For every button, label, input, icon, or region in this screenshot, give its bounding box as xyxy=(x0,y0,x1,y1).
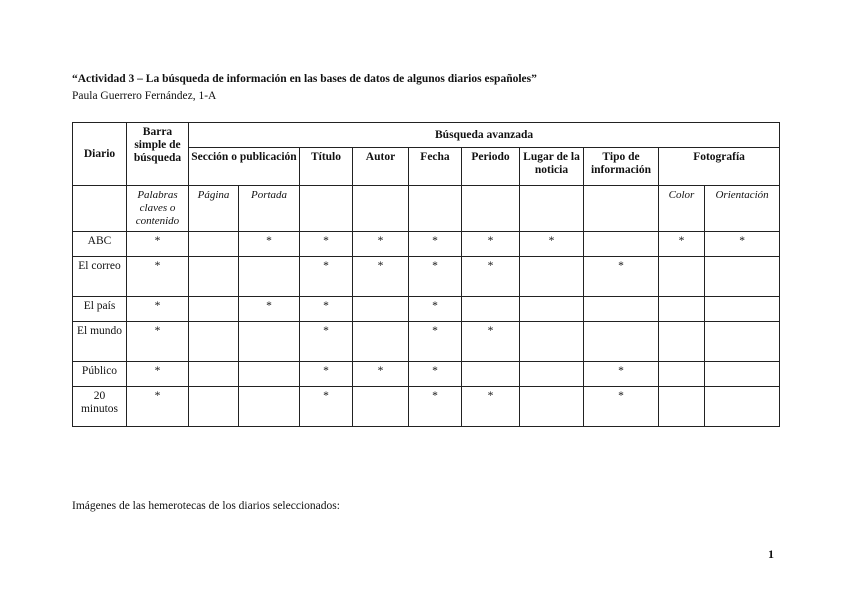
diario-name: El mundo xyxy=(73,322,127,362)
table-cell: * xyxy=(584,362,659,387)
table-cell xyxy=(520,387,584,427)
table-cell xyxy=(659,257,705,297)
table-cell xyxy=(659,362,705,387)
diario-name: 20 minutos xyxy=(73,387,127,427)
table-cell xyxy=(584,322,659,362)
table-cell xyxy=(353,322,409,362)
author-line: Paula Guerrero Fernández, 1-A xyxy=(72,90,217,102)
table-cell: * xyxy=(127,257,189,297)
table-cell xyxy=(189,387,239,427)
header-seccion: Sección o publicación xyxy=(189,148,300,186)
header-fecha: Fecha xyxy=(409,148,462,186)
table-cell xyxy=(705,362,780,387)
table-row xyxy=(73,232,780,257)
table-cell: * xyxy=(300,387,353,427)
sub-empty xyxy=(409,186,462,232)
table-cell: * xyxy=(300,297,353,322)
table-cell: * xyxy=(705,232,780,257)
header-diario: Diario xyxy=(73,123,127,186)
table-cell xyxy=(705,297,780,322)
table-cell xyxy=(520,297,584,322)
table-cell: * xyxy=(462,322,520,362)
table-cell xyxy=(584,297,659,322)
table-cell: * xyxy=(409,232,462,257)
table-cell: * xyxy=(300,232,353,257)
table-cell: * xyxy=(584,387,659,427)
table-cell xyxy=(189,297,239,322)
table-cell: * xyxy=(239,297,300,322)
table-cell: * xyxy=(127,297,189,322)
diario-name: Público xyxy=(73,362,127,387)
header-barra-simple: Barra simple de búsqueda xyxy=(127,123,189,186)
sub-empty xyxy=(462,186,520,232)
comparison-table xyxy=(72,122,780,427)
table-cell: * xyxy=(409,257,462,297)
table-cell xyxy=(462,362,520,387)
table-row xyxy=(73,387,780,427)
table-cell xyxy=(189,362,239,387)
header-lugar: Lugar de la noticia xyxy=(520,148,584,186)
table-row xyxy=(73,362,780,387)
sub-empty xyxy=(520,186,584,232)
diario-name: ABC xyxy=(73,232,127,257)
table-cell xyxy=(659,387,705,427)
table-cell xyxy=(705,387,780,427)
table-cell xyxy=(239,257,300,297)
table-cell xyxy=(659,297,705,322)
table-cell xyxy=(520,322,584,362)
table-row xyxy=(73,257,780,297)
table-cell xyxy=(659,322,705,362)
table-cell: * xyxy=(300,257,353,297)
table-cell: * xyxy=(409,297,462,322)
table-cell xyxy=(353,297,409,322)
table-cell xyxy=(189,257,239,297)
header-periodo: Periodo xyxy=(462,148,520,186)
table-cell: * xyxy=(520,232,584,257)
table-cell: * xyxy=(353,232,409,257)
sub-empty xyxy=(73,186,127,232)
table-cell: * xyxy=(300,362,353,387)
header-tipo: Tipo de información xyxy=(584,148,659,186)
table-cell xyxy=(705,257,780,297)
sub-pagina: Página xyxy=(189,186,239,232)
table-cell xyxy=(189,232,239,257)
table-cell xyxy=(189,322,239,362)
table-cell: * xyxy=(409,387,462,427)
table-cell xyxy=(353,387,409,427)
sub-portada: Portada xyxy=(239,186,300,232)
sub-empty xyxy=(353,186,409,232)
table-cell xyxy=(520,257,584,297)
table-cell: * xyxy=(300,322,353,362)
sub-empty xyxy=(300,186,353,232)
table-cell: * xyxy=(127,387,189,427)
table-cell xyxy=(462,297,520,322)
images-caption: Imágenes de las hemerotecas de los diarios seleccionados: xyxy=(72,500,340,512)
table-cell: * xyxy=(353,257,409,297)
table-cell: * xyxy=(584,257,659,297)
document-title: “Actividad 3 – La búsqueda de información en las bases de datos de algunos diarios españoles” xyxy=(72,73,537,85)
table-cell xyxy=(239,362,300,387)
table-cell: * xyxy=(127,322,189,362)
sub-color: Color xyxy=(659,186,705,232)
header-autor: Autor xyxy=(353,148,409,186)
table-row xyxy=(73,297,780,322)
table-cell: * xyxy=(409,362,462,387)
diario-name: El país xyxy=(73,297,127,322)
table-cell xyxy=(239,322,300,362)
table-cell: * xyxy=(462,232,520,257)
diario-name: El correo xyxy=(73,257,127,297)
table-cell xyxy=(239,387,300,427)
sub-empty xyxy=(584,186,659,232)
table-cell xyxy=(584,232,659,257)
header-busqueda-avanzada: Búsqueda avanzada xyxy=(189,123,780,148)
table-cell: * xyxy=(659,232,705,257)
table-cell: * xyxy=(462,257,520,297)
table-cell: * xyxy=(462,387,520,427)
sub-palabras: Palabras claves o contenido xyxy=(127,186,189,232)
page-number: 1 xyxy=(768,547,774,561)
table-cell xyxy=(705,322,780,362)
header-titulo: Título xyxy=(300,148,353,186)
table-cell: * xyxy=(409,322,462,362)
table-cell: * xyxy=(127,232,189,257)
table-row xyxy=(73,322,780,362)
table-cell xyxy=(520,362,584,387)
table-cell: * xyxy=(239,232,300,257)
header-fotografia: Fotografía xyxy=(659,148,780,186)
table-cell: * xyxy=(127,362,189,387)
sub-orientacion: Orientación xyxy=(705,186,780,232)
table-cell: * xyxy=(353,362,409,387)
